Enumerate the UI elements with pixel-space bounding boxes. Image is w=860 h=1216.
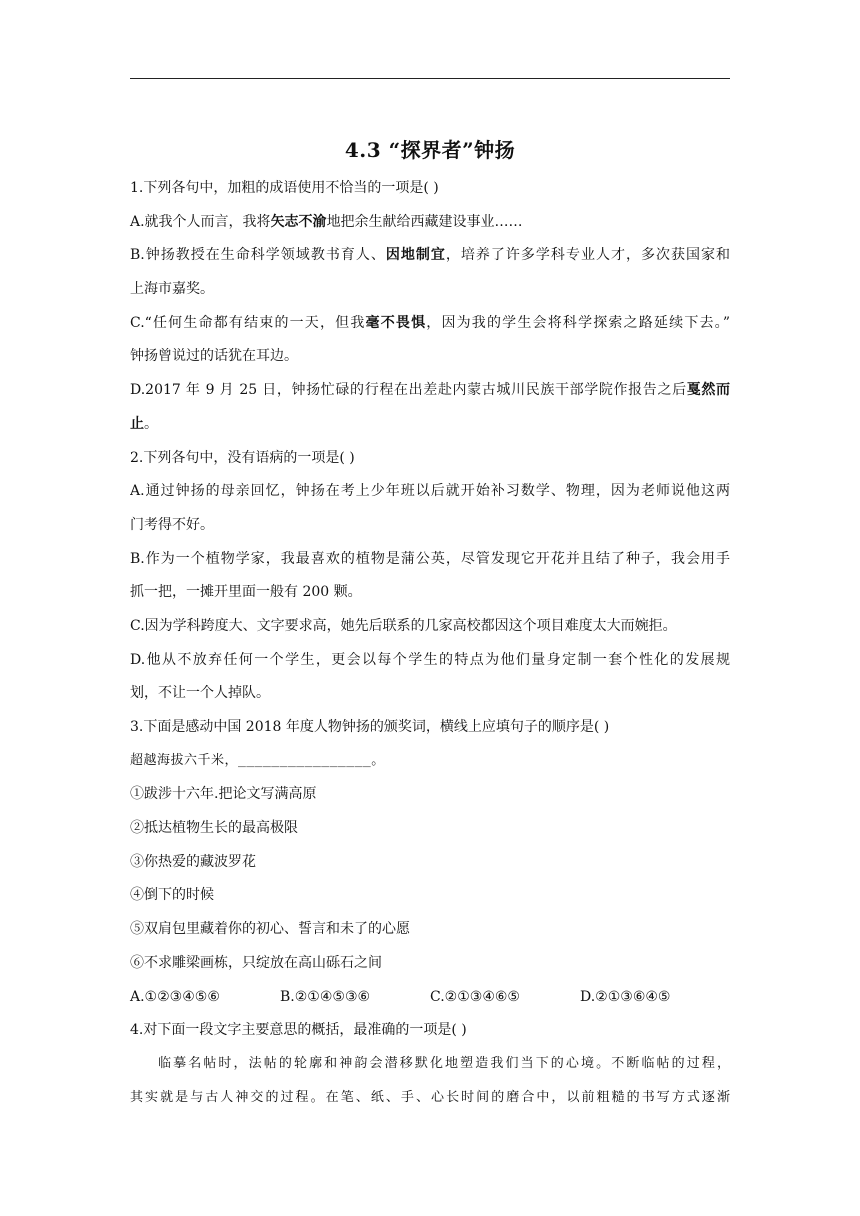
q3-item-1: ①跋涉十六年.把论文写满高原 (130, 786, 317, 803)
q1-option-d: D.2017 年 9 月 25 日，钟扬忙碌的行程在出差赴内蒙古城川民族干部学院作报告之后戛然而 (130, 382, 730, 399)
q4-stem: 4.对下面一段文字主要意思的概括，最准确的一项是( ) (130, 1022, 467, 1039)
q1-option-b: B.钟扬教授在生命科学领域教书育人、因地制宜，培养了许多学科专业人才，多次获国家和 (130, 247, 730, 264)
q4-passage-line-2: 其实就是与古人神交的过程。在笔、纸、手、心长时间的磨合中，以前粗糙的书写方式逐渐 (130, 1089, 730, 1105)
q2-option-d: D.他从不放弃任何一个学生，更会以每个学生的特点为他们量身定制一套个性化的发展规 (130, 651, 730, 668)
q2-option-b-cont: 抓一把，一摊开里面一般有 200 颗。 (130, 584, 362, 601)
q3-item-5: ⑤双肩包里藏着你的初心、誓言和未了的心愿 (130, 921, 410, 938)
q1-option-d-cont: 止。 (130, 415, 158, 432)
q3-item-6: ⑥不求雕梁画栋，只绽放在高山砾石之间 (130, 954, 382, 971)
header-rule (130, 78, 730, 79)
document-body (130, 178, 730, 1121)
q3-option-a: A.①②③④⑤⑥ (130, 988, 220, 1005)
q2-option-b: B.作为一个植物学家，我最喜欢的植物是蒲公英，尽管发现它开花并且结了种子，我会用手 (130, 550, 730, 567)
q3-option-c: C.②①③④⑥⑤ (430, 988, 520, 1005)
q1-option-c-cont: 钟扬曾说过的话犹在耳边。 (130, 348, 298, 365)
q2-option-c: C.因为学科跨度大、文字要求高，她先后联系的几家高校都因这个项目难度太大而婉拒。 (130, 617, 677, 634)
q3-item-2: ②抵达植物生长的最高极限 (130, 820, 298, 837)
q1-option-a: A.就我个人而言，我将矢志不渝地把余生献给西藏建设事业…… (130, 213, 523, 230)
q3-poem-line: 超越海拔六千米，________________。 (130, 752, 385, 768)
q2-option-d-cont: 划，不让一个人掉队。 (130, 685, 270, 702)
q3-stem: 3.下面是感动中国 2018 年度人物钟扬的颁奖词，横线上应填句子的顺序是( ) (130, 719, 610, 735)
page-title: 4.3 “探界者”钟扬 (344, 138, 516, 162)
q1-option-b-cont: 上海市嘉奖。 (130, 281, 214, 298)
q3-options (130, 987, 730, 1021)
q3-item-4: ④倒下的时候 (130, 887, 214, 904)
q1-option-c: C.“任何生命都有结束的一天，但我毫不畏惧，因为我的学生会将科学探索之路延续下去。” (130, 314, 730, 331)
q3-item-3: ③你热爱的藏波罗花 (130, 853, 256, 870)
q1-stem: 1.下列各句中，加粗的成语使用不恰当的一项是( ) (130, 180, 439, 196)
q2-stem: 2.下列各句中，没有语病的一项是( ) (130, 449, 355, 466)
q3-option-b: B.②①④⑤③⑥ (280, 988, 371, 1005)
q2-option-a-cont: 门考得不好。 (130, 516, 214, 533)
q2-option-a: A.通过钟扬的母亲回忆，钟扬在考上少年班以后就开始补习数学、物理，因为老师说他这两 (130, 483, 730, 500)
q3-option-d: D.②①③⑥④⑤ (580, 988, 671, 1005)
q4-passage-line-1: 临摹名帖时，法帖的轮廓和神韵会潜移默化地塑造我们当下的心境。不断临帖的过程， (158, 1055, 730, 1071)
